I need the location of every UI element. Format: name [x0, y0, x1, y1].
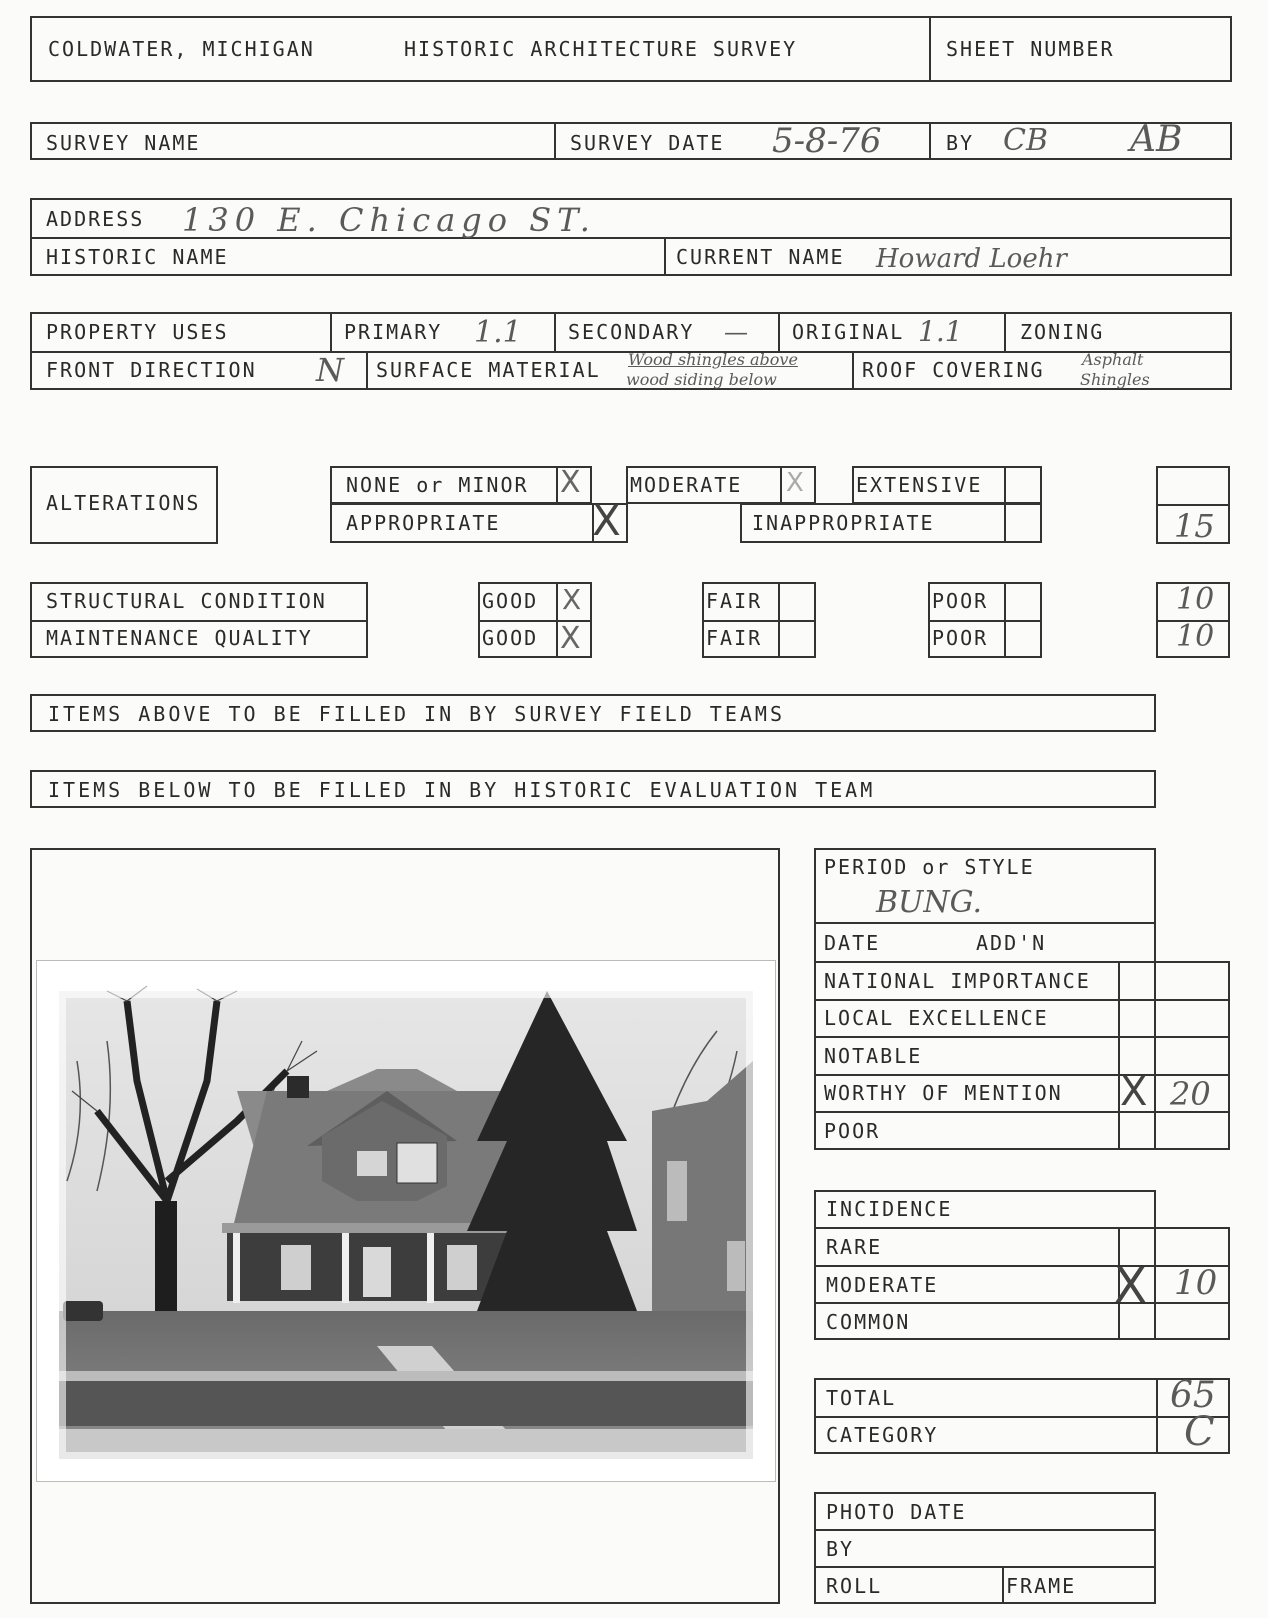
roof-covering-value-2: Shingles: [1080, 370, 1150, 389]
survey-name-label: SURVEY NAME: [46, 131, 201, 155]
total-value-divider: [1156, 1378, 1158, 1454]
appropriate-mark: X: [592, 496, 621, 545]
incidence-bottom: [1156, 1338, 1230, 1340]
maintenance-good-mark: X: [560, 621, 581, 656]
property-uses-label: PROPERTY USES: [46, 320, 229, 344]
below-note: ITEMS BELOW TO BE FILLED IN BY HISTORIC EVALUATION TEAM: [48, 778, 876, 802]
alterations-label: ALTERATIONS: [46, 491, 201, 515]
fair-check-divider: [778, 582, 780, 658]
extensive-label: EXTENSIVE: [856, 473, 983, 497]
local-excellence-label: LOCAL EXCELLENCE: [824, 1006, 1049, 1030]
worthy-mark: X: [1120, 1069, 1148, 1115]
roof-divider: [852, 351, 854, 390]
common-label: COMMON: [826, 1310, 911, 1334]
poor-row-divider: [814, 1111, 1230, 1113]
current-name-label: CURRENT NAME: [676, 245, 845, 269]
poor-divider: [928, 620, 1042, 622]
survey-by-label: BY: [946, 131, 975, 155]
roll-label: ROLL: [826, 1574, 883, 1598]
structural-good-mark: X: [562, 583, 582, 616]
front-direction-value: N: [316, 351, 344, 389]
frame-divider: [1002, 1566, 1004, 1604]
sheet-number-label: SHEET NUMBER: [946, 37, 1115, 61]
photo-by-divider: [814, 1529, 1156, 1531]
importance-bottom: [1156, 1148, 1230, 1150]
form-title: HISTORIC ARCHITECTURE SURVEY: [404, 37, 798, 61]
photo-date-label: PHOTO DATE: [826, 1500, 967, 1524]
primary-value: 1.1: [474, 315, 522, 350]
rare-divider: [814, 1227, 1230, 1229]
moderate-mark: X: [786, 468, 804, 498]
moderate-divider: [814, 1265, 1230, 1267]
historic-name-label: HISTORIC NAME: [46, 245, 229, 269]
incidence-score: 10: [1174, 1263, 1218, 1303]
extensive-check-divider: [1004, 466, 1006, 504]
inappropriate-check-divider: [1004, 503, 1006, 543]
addn-label: ADD'N: [976, 931, 1047, 955]
alterations-score-divider: [1156, 504, 1230, 506]
period-date-divider: [814, 922, 1156, 924]
primary-divider: [330, 312, 332, 351]
above-note: ITEMS ABOVE TO BE FILLED IN BY SURVEY FIELD TEAMS: [48, 702, 786, 726]
none-minor-label: NONE or MINOR: [346, 473, 529, 497]
good-check-divider: [556, 582, 558, 658]
frame-label: FRAME: [1006, 1574, 1077, 1598]
common-divider: [814, 1302, 1230, 1304]
date-label: DATE: [824, 931, 881, 955]
appropriate-label: APPROPRIATE: [346, 511, 501, 535]
surface-divider: [366, 351, 368, 390]
secondary-value: —: [724, 318, 748, 346]
structural-poor-label: POOR: [932, 589, 989, 613]
maintenance-quality-label: MAINTENANCE QUALITY: [46, 626, 313, 650]
worthy-of-mention-label: WORTHY OF MENTION: [824, 1081, 1063, 1105]
none-minor-check-divider: [556, 466, 558, 504]
moderate-label: MODERATE: [630, 473, 743, 497]
worthy-score: 20: [1170, 1075, 1211, 1113]
survey-divider-2: [929, 122, 931, 160]
period-label: PERIOD or STYLE: [824, 855, 1035, 879]
original-divider: [778, 312, 780, 351]
survey-by-value-1: CB: [1003, 123, 1048, 158]
total-value: 65: [1170, 1375, 1216, 1416]
photo-by-label: BY: [826, 1537, 855, 1561]
structural-score: 10: [1176, 582, 1215, 617]
current-name-divider: [664, 237, 666, 276]
national-divider: [814, 961, 1230, 963]
poor-check-divider: [1004, 582, 1006, 658]
primary-label: PRIMARY: [344, 320, 443, 344]
incidence-label: INCIDENCE: [826, 1197, 953, 1221]
maintenance-score: 10: [1176, 619, 1215, 654]
roof-covering-value-1: Asphalt: [1082, 350, 1144, 369]
house-photo: [36, 960, 776, 1482]
total-label: TOTAL: [826, 1386, 897, 1410]
survey-date-value: 5-8-76: [772, 121, 882, 161]
roof-covering-label: ROOF COVERING: [862, 358, 1045, 382]
structural-fair-label: FAIR: [706, 589, 763, 613]
structural-good-label: GOOD: [482, 589, 539, 613]
notable-label: NOTABLE: [824, 1044, 923, 1068]
national-importance-label: NATIONAL IMPORTANCE: [824, 969, 1091, 993]
fair-divider: [702, 620, 816, 622]
original-value: 1.1: [918, 315, 963, 348]
city-label: COLDWATER, MICHIGAN: [48, 37, 315, 61]
header-divider: [929, 16, 931, 82]
category-label: CATEGORY: [826, 1423, 939, 1447]
inappropriate-label: INAPPROPRIATE: [752, 511, 935, 535]
maintenance-good-label: GOOD: [482, 626, 539, 650]
poor-label: POOR: [824, 1119, 881, 1143]
incidence-moderate-label: MODERATE: [826, 1273, 939, 1297]
none-minor-mark: X: [560, 465, 581, 500]
rare-label: RARE: [826, 1235, 883, 1259]
incidence-mark: X: [1114, 1258, 1147, 1314]
category-value: C: [1184, 1409, 1215, 1455]
moderate-check-divider: [780, 466, 782, 504]
current-name-value: Howard Loehr: [876, 244, 1067, 274]
surface-material-value-1: Wood shingles above: [628, 350, 798, 369]
condition-label-divider: [30, 620, 368, 622]
roll-divider: [814, 1566, 1156, 1568]
local-divider: [814, 999, 1230, 1001]
secondary-label: SECONDARY: [568, 320, 695, 344]
period-value: BUNG.: [876, 885, 983, 920]
alterations-score: 15: [1174, 507, 1215, 545]
address-value: 130 E. Chicago ST.: [182, 201, 596, 239]
worthy-divider: [814, 1074, 1230, 1076]
importance-check-divider: [1118, 961, 1120, 1148]
total-divider: [814, 1416, 1230, 1418]
surface-material-label: SURFACE MATERIAL: [376, 358, 601, 382]
survey-by-value-2: AB: [1130, 119, 1183, 160]
house-photo-image: [37, 961, 777, 1483]
structural-condition-label: STRUCTURAL CONDITION: [46, 589, 327, 613]
notable-divider: [814, 1036, 1230, 1038]
original-label: ORIGINAL: [792, 320, 905, 344]
front-direction-label: FRONT DIRECTION: [46, 358, 257, 382]
zoning-label: ZONING: [1020, 320, 1105, 344]
importance-score-right: [1228, 961, 1230, 1148]
maintenance-poor-label: POOR: [932, 626, 989, 650]
incidence-score-right: [1228, 1227, 1230, 1340]
surface-material-value-2: wood siding below: [626, 370, 777, 389]
zoning-divider: [1004, 312, 1006, 351]
maintenance-fair-label: FAIR: [706, 626, 763, 650]
survey-divider-1: [554, 122, 556, 160]
survey-date-label: SURVEY DATE: [570, 131, 725, 155]
secondary-divider: [554, 312, 556, 351]
address-label: ADDRESS: [46, 207, 145, 231]
